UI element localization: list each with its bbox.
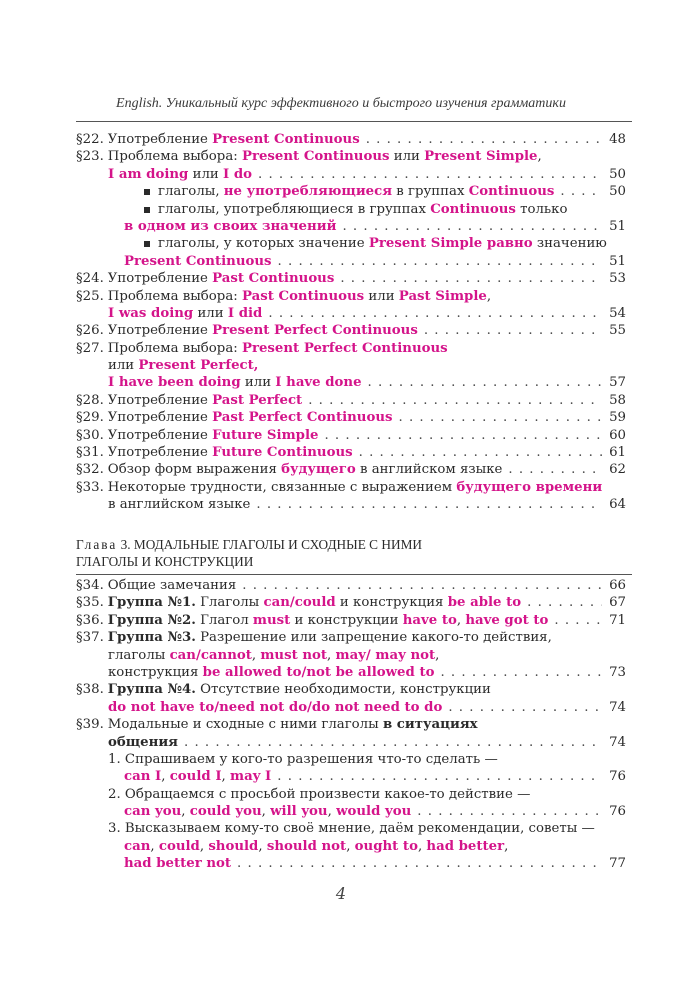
toc-entry[interactable] <box>76 288 626 305</box>
highlighted-term: Past Continuous <box>212 271 335 287</box>
entry-text: Общие замечания <box>107 578 237 593</box>
entry-title <box>108 461 503 478</box>
toc-entry[interactable] <box>76 235 626 252</box>
highlighted-term: can/cannot <box>169 647 252 663</box>
entry-title <box>108 392 302 409</box>
highlighted-term: should not <box>266 838 347 854</box>
entry-title <box>108 664 434 681</box>
dot-leader <box>237 855 602 872</box>
highlighted-term: Past Perfect <box>212 392 303 408</box>
highlighted-term: Present Simple <box>424 149 538 165</box>
page-ref: 74 <box>609 699 626 715</box>
entry-text: Глагол <box>195 612 253 628</box>
page-ref: 73 <box>609 664 626 680</box>
entry-text: , <box>261 804 271 820</box>
entry-title <box>108 444 353 461</box>
highlighted-term: Present Continuous <box>124 253 272 269</box>
chapter-title-line2: ГЛАГОЛЫ И КОНСТРУКЦИИ <box>76 554 254 570</box>
chapter-rule <box>76 574 632 575</box>
toc-entry[interactable] <box>76 496 626 513</box>
highlighted-term: Present Continuous <box>241 149 390 165</box>
dot-leader <box>440 664 602 681</box>
dot-leader <box>508 461 602 478</box>
toc-entry[interactable] <box>76 751 626 768</box>
highlighted-term: may I <box>230 769 272 785</box>
entry-text: глаголы, у которых значение <box>158 236 369 252</box>
entry-text: Отсутствие необходимости, конструкции <box>195 682 491 698</box>
highlighted-term: could you <box>189 804 262 820</box>
entry-text: Употребление <box>107 392 213 408</box>
entry-text: Глаголы <box>195 595 264 611</box>
highlighted-term: Present Continuous <box>212 132 360 147</box>
page-ref: 76 <box>609 769 626 785</box>
bullet-icon <box>144 189 150 195</box>
entry-text: в английском языке <box>355 462 503 478</box>
highlighted-term: have got to <box>465 612 549 628</box>
highlighted-term: I do <box>223 166 253 182</box>
dot-leader <box>424 322 602 339</box>
section-number: §22. <box>76 132 104 147</box>
section-number: §28. <box>76 392 104 408</box>
toc-entry[interactable] <box>76 838 626 855</box>
dot-leader <box>368 374 602 391</box>
toc-entry[interactable] <box>76 594 626 611</box>
entry-text: , <box>327 804 337 820</box>
entry-title <box>124 253 272 270</box>
highlighted-term: had better <box>426 838 505 854</box>
entry-text: Проблема выбора: <box>107 340 242 356</box>
entry-text: Употребление <box>107 271 213 287</box>
highlighted-term: Past Simple <box>398 288 487 304</box>
entry-text: Проблема выбора: <box>107 288 242 304</box>
toc-entry[interactable] <box>76 768 626 785</box>
dot-leader <box>527 594 602 611</box>
page-ref: 61 <box>609 445 626 461</box>
entry-text: глаголы <box>108 647 170 663</box>
entry-title <box>108 577 236 594</box>
toc-entry[interactable] <box>76 820 626 837</box>
entry-title <box>108 751 498 768</box>
highlighted-term: be able to <box>447 595 522 611</box>
highlighted-term: Continuous <box>468 184 555 200</box>
highlighted-term: Present Perfect Continuous <box>241 340 448 356</box>
chapter-number: 3. <box>120 537 131 552</box>
section-number: §29. <box>76 410 104 426</box>
toc-entry[interactable] <box>76 716 626 733</box>
entry-text: Группа №2. <box>107 612 196 628</box>
highlighted-term: have to <box>402 612 457 628</box>
highlighted-term: Present Simple <box>368 236 483 252</box>
section-number: §35. <box>76 595 104 611</box>
toc-entry[interactable] <box>76 270 626 287</box>
page-ref: 51 <box>609 218 626 234</box>
entry-title <box>124 838 508 855</box>
entry-title <box>108 681 491 698</box>
entry-title <box>108 131 360 148</box>
entry-title <box>108 270 335 287</box>
entry-text: , <box>435 647 440 663</box>
dot-leader <box>554 612 602 629</box>
toc-entry[interactable] <box>76 374 626 391</box>
entry-text: в английском языке <box>108 497 251 513</box>
entry-text: Группа №1. <box>107 595 196 611</box>
toc-entry[interactable] <box>76 253 626 270</box>
highlighted-term: ought to <box>354 838 418 854</box>
entry-text: , <box>486 288 492 304</box>
entry-text: , <box>221 769 231 785</box>
section-number: §34. <box>76 578 104 593</box>
dot-leader <box>278 253 602 270</box>
entry-title <box>108 288 491 305</box>
entry-text: , <box>346 838 355 854</box>
toc-entry[interactable] <box>76 664 626 681</box>
toc-entry[interactable] <box>76 201 626 218</box>
entry-text: или <box>364 288 399 304</box>
entry-text: Проблема выбора: <box>107 149 242 165</box>
section-number: §32. <box>76 462 104 478</box>
entry-title <box>124 218 336 235</box>
entry-title <box>108 148 542 165</box>
entry-text: , <box>456 612 466 628</box>
highlighted-term: в одном из своих значений <box>124 218 337 234</box>
header-rule <box>76 121 632 122</box>
bullet-icon <box>144 207 150 213</box>
section-number: §30. <box>76 427 104 443</box>
highlighted-term: can I <box>124 769 162 785</box>
highlighted-term: must not <box>260 647 328 663</box>
highlighted-term: do not have to/need not do/do not need to do <box>108 699 443 715</box>
entry-title <box>108 374 362 391</box>
highlighted-term: would you <box>336 804 412 820</box>
entry-title <box>108 357 258 374</box>
entry-text: Модальные и сходные с ними глаголы <box>107 717 383 733</box>
highlighted-term: be allowed to/not be allowed to <box>202 664 435 680</box>
section-number: §39. <box>76 717 104 733</box>
entry-text: Некоторые трудности, связанные с выражением <box>107 479 457 495</box>
highlighted-term: не употребляющиеся <box>223 184 393 200</box>
page-ref: 58 <box>609 392 626 408</box>
dot-leader <box>560 183 602 200</box>
section-number: §26. <box>76 323 104 339</box>
toc-entry[interactable] <box>76 786 626 803</box>
entry-text: глаголы, <box>158 184 224 200</box>
highlighted-term: must <box>252 612 291 628</box>
entry-title <box>108 166 252 183</box>
entry-title <box>158 183 554 200</box>
toc-entry[interactable] <box>76 409 626 426</box>
page-ref: 60 <box>609 427 626 443</box>
highlighted-term: can you <box>124 804 182 820</box>
page-ref: 50 <box>609 184 626 200</box>
entry-text: , <box>150 838 159 854</box>
page-ref: 55 <box>609 323 626 339</box>
page-ref: 50 <box>609 166 626 182</box>
toc-entry[interactable] <box>76 427 626 444</box>
highlighted-term: will you <box>270 804 328 820</box>
highlighted-term: равно <box>482 236 533 252</box>
toc-entry[interactable] <box>76 444 626 461</box>
entry-title <box>108 699 442 716</box>
chapter-heading <box>76 536 626 571</box>
toc-entry[interactable] <box>76 479 626 496</box>
running-header: English. Уникальный курс эффективного и быстрого изучения грамматики <box>116 96 566 111</box>
page-ref: 71 <box>609 612 626 628</box>
entry-text: 2. Обращаемся с просьбой произвести какое-то действие — <box>108 786 531 802</box>
toc-section-tenses <box>76 131 626 514</box>
highlighted-term: had better not <box>124 856 232 872</box>
highlighted-term: I am doing <box>108 166 189 182</box>
section-number: §36. <box>76 612 104 628</box>
dot-leader <box>359 444 602 461</box>
toc-entry[interactable] <box>76 166 626 183</box>
toc-entry[interactable] <box>76 855 626 872</box>
page-number: 4 <box>335 884 347 903</box>
toc-section-modals <box>76 577 626 873</box>
entry-text: в группах <box>392 184 469 200</box>
entry-title <box>108 496 250 513</box>
dot-leader <box>399 409 603 426</box>
entry-text: значению <box>532 236 607 252</box>
entry-title <box>108 322 418 339</box>
toc-entry[interactable] <box>76 699 626 716</box>
toc-entry[interactable] <box>76 803 626 820</box>
dot-leader <box>242 577 602 594</box>
entry-text: глаголы, употребляющиеся в группах <box>158 201 431 217</box>
entry-title <box>124 768 271 785</box>
page-ref: 74 <box>609 734 626 750</box>
highlighted-term: I have been doing <box>108 375 241 391</box>
entry-text: Группа №3. <box>107 630 196 646</box>
entry-title <box>108 305 262 322</box>
page-ref: 64 <box>609 497 626 513</box>
toc-entry[interactable] <box>76 577 626 594</box>
page-ref: 76 <box>609 804 626 820</box>
page-ref: 59 <box>609 410 626 426</box>
toc-entry[interactable] <box>76 734 626 751</box>
entry-title <box>108 716 478 733</box>
dot-leader <box>184 734 602 751</box>
toc-entry[interactable] <box>76 148 626 165</box>
section-number: §37. <box>76 630 104 646</box>
highlighted-term: can <box>124 838 151 854</box>
entry-text: или <box>108 358 139 374</box>
entry-title <box>108 786 530 803</box>
entry-text: , <box>199 838 209 854</box>
entry-title <box>108 594 521 611</box>
entry-text: Употребление <box>107 132 213 147</box>
entry-text: Употребление <box>107 427 213 443</box>
toc-entry[interactable] <box>76 131 626 148</box>
toc-entry[interactable] <box>76 612 626 629</box>
highlighted-term: Present Perfect Continuous <box>212 323 418 339</box>
dot-leader <box>448 699 602 716</box>
chapter-label: Глава <box>76 537 118 552</box>
highlighted-term: Future Simple <box>212 427 319 443</box>
toc-entry[interactable] <box>76 340 626 357</box>
entry-title <box>108 427 319 444</box>
dot-leader <box>256 496 602 513</box>
highlighted-term: Future Continuous <box>212 445 353 461</box>
section-number: §24. <box>76 271 104 287</box>
entry-text: конструкция <box>108 664 203 680</box>
page-ref: 53 <box>609 271 626 287</box>
section-number: §25. <box>76 288 104 304</box>
toc-entry[interactable] <box>76 629 626 646</box>
section-number: §38. <box>76 682 104 698</box>
page-ref: 48 <box>609 132 626 147</box>
entry-title <box>108 734 178 751</box>
dot-leader <box>342 218 602 235</box>
entry-text: , <box>537 149 542 165</box>
entry-text: Разрешение или запрещение какого-то действия, <box>195 630 552 646</box>
page-ref: 51 <box>609 253 626 269</box>
section-number: §23. <box>76 149 104 165</box>
highlighted-term: Past Perfect Continuous <box>212 410 393 426</box>
toc-entry[interactable] <box>76 461 626 478</box>
page-ref: 54 <box>609 305 626 321</box>
highlighted-term: Present Perfect, <box>138 358 259 374</box>
entry-text: или <box>389 149 425 165</box>
entry-text: Употребление <box>107 410 213 426</box>
entry-title <box>124 855 231 872</box>
entry-text: или <box>240 375 276 391</box>
entry-text: или <box>188 166 223 182</box>
highlighted-term: будущего времени <box>456 479 603 495</box>
highlighted-term: may/ may not <box>335 647 436 663</box>
entry-text: , <box>181 804 190 820</box>
toc-entry[interactable] <box>76 681 626 698</box>
entry-text: общения <box>108 734 179 750</box>
entry-text: Употребление <box>107 323 213 339</box>
dot-leader <box>308 392 602 409</box>
entry-title <box>108 629 552 646</box>
entry-text: только <box>515 201 568 217</box>
entry-title <box>108 820 595 837</box>
section-number: §31. <box>76 445 104 461</box>
dot-leader <box>366 131 602 148</box>
entry-text: , <box>327 647 336 663</box>
entry-text: Обзор форм выражения <box>107 462 282 478</box>
entry-text: , <box>258 838 267 854</box>
section-number: §27. <box>76 340 104 356</box>
toc-entry[interactable] <box>76 392 626 409</box>
page-ref: 66 <box>609 578 626 593</box>
entry-text: или <box>193 305 228 321</box>
entry-text: , <box>161 769 170 785</box>
page-ref: 67 <box>609 595 626 611</box>
entry-title <box>158 201 567 218</box>
toc-entry[interactable] <box>76 647 626 664</box>
entry-title <box>108 612 549 629</box>
highlighted-term: I have done <box>275 375 362 391</box>
entry-text: Употребление <box>107 445 213 461</box>
chapter-title-line1: МОДАЛЬНЫЕ ГЛАГОЛЫ И СХОДНЫЕ С НИМИ <box>133 537 423 552</box>
highlighted-term: could I <box>169 769 222 785</box>
toc-entry[interactable] <box>76 218 626 235</box>
entry-text: и конструкция <box>335 595 448 611</box>
page-ref: 62 <box>609 462 626 478</box>
entry-title <box>124 803 411 820</box>
entry-text: , <box>251 647 261 663</box>
highlighted-term: could <box>158 838 200 854</box>
entry-text: 3. Высказываем кому-то своё мнение, даём рекомендации, советы — <box>108 821 595 837</box>
dot-leader <box>417 803 602 820</box>
toc-entry[interactable] <box>76 357 626 374</box>
section-number: §33. <box>76 479 104 495</box>
highlighted-term: I was doing <box>108 305 194 321</box>
page-ref: 77 <box>609 856 626 872</box>
entry-title <box>108 479 602 496</box>
highlighted-term: Past Continuous <box>241 288 365 304</box>
dot-leader <box>258 166 602 183</box>
bullet-icon <box>144 241 150 247</box>
entry-text: и конструкции <box>290 612 403 628</box>
entry-title <box>158 235 607 252</box>
entry-title <box>108 647 439 664</box>
dot-leader <box>324 427 602 444</box>
entry-title <box>108 340 448 357</box>
entry-text: Группа №4. <box>107 682 196 698</box>
entry-text: , <box>417 838 427 854</box>
entry-text: , <box>504 838 509 854</box>
toc-entry[interactable] <box>76 322 626 339</box>
page-ref: 57 <box>609 375 626 391</box>
entry-text: 1. Спрашиваем у кого-то разрешения что-то сделать — <box>108 751 498 767</box>
dot-leader <box>277 768 602 785</box>
entry-title <box>108 409 393 426</box>
dot-leader <box>340 270 602 287</box>
highlighted-term: Continuous <box>430 201 516 217</box>
toc-entry[interactable] <box>76 183 626 200</box>
highlighted-term: should <box>208 838 259 854</box>
highlighted-term: can/could <box>263 595 336 611</box>
dot-leader <box>268 305 602 322</box>
highlighted-term: I did <box>227 305 263 321</box>
toc-entry[interactable] <box>76 305 626 322</box>
highlighted-term: будущего <box>281 462 356 478</box>
entry-text: в ситуациях <box>382 717 478 733</box>
